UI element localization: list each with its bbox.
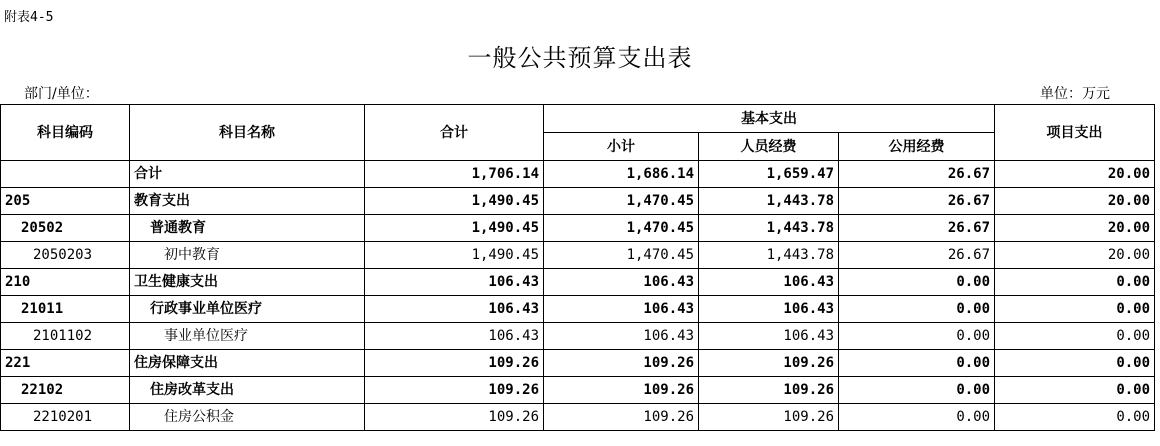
cell-personnel: 1,659.47 [699, 161, 839, 188]
annex-label: 附表4-5 [4, 10, 54, 25]
table-header [1, 105, 1155, 161]
cell-total: 109.26 [365, 350, 544, 377]
header-total: 合计 [365, 105, 544, 161]
table-row [1, 404, 1155, 431]
cell-subtotal: 106.43 [544, 269, 699, 296]
cell-subtotal: 109.26 [544, 350, 699, 377]
cell-project: 0.00 [995, 269, 1155, 296]
cell-project: 0.00 [995, 323, 1155, 350]
table-row [1, 296, 1155, 323]
table-row [1, 377, 1155, 404]
cell-total: 109.26 [365, 404, 544, 431]
cell-public: 0.00 [839, 269, 995, 296]
cell-subtotal: 109.26 [544, 377, 699, 404]
cell-project: 0.00 [995, 377, 1155, 404]
header-basic: 基本支出 [544, 105, 995, 133]
cell-total: 1,490.45 [365, 188, 544, 215]
cell-code: 221 [1, 350, 130, 377]
cell-project: 20.00 [995, 161, 1155, 188]
cell-subtotal: 1,686.14 [544, 161, 699, 188]
cell-total: 109.26 [365, 377, 544, 404]
cell-subtotal: 1,470.45 [544, 215, 699, 242]
table-row [1, 242, 1155, 269]
cell-public: 26.67 [839, 242, 995, 269]
cell-personnel: 106.43 [699, 323, 839, 350]
table-body [1, 161, 1155, 431]
cell-subtotal: 1,470.45 [544, 242, 699, 269]
cell-personnel: 1,443.78 [699, 188, 839, 215]
cell-personnel: 1,443.78 [699, 215, 839, 242]
header-name: 科目名称 [130, 105, 365, 161]
cell-total: 106.43 [365, 323, 544, 350]
cell-personnel: 1,443.78 [699, 242, 839, 269]
unit-label: 单位：万元 [1040, 86, 1110, 102]
expenditure-table [0, 104, 1155, 431]
cell-total: 106.43 [365, 296, 544, 323]
cell-name: 卫生健康支出 [130, 269, 365, 296]
cell-personnel: 109.26 [699, 377, 839, 404]
cell-total: 106.43 [365, 269, 544, 296]
cell-subtotal: 106.43 [544, 323, 699, 350]
cell-code: 22102 [1, 377, 130, 404]
cell-total: 1,706.14 [365, 161, 544, 188]
cell-code: 210 [1, 269, 130, 296]
cell-code: 2050203 [1, 242, 130, 269]
header-public: 公用经费 [839, 133, 995, 161]
cell-name: 住房公积金 [130, 404, 365, 431]
cell-code: 205 [1, 188, 130, 215]
cell-subtotal: 1,470.45 [544, 188, 699, 215]
cell-name: 行政事业单位医疗 [130, 296, 365, 323]
cell-personnel: 109.26 [699, 404, 839, 431]
table-row [1, 161, 1155, 188]
table-row [1, 215, 1155, 242]
cell-personnel: 106.43 [699, 269, 839, 296]
table-row [1, 269, 1155, 296]
cell-personnel: 106.43 [699, 296, 839, 323]
cell-name: 住房改革支出 [130, 377, 365, 404]
cell-public: 26.67 [839, 215, 995, 242]
cell-name: 事业单位医疗 [130, 323, 365, 350]
header-code: 科目编码 [1, 105, 130, 161]
cell-name: 教育支出 [130, 188, 365, 215]
cell-public: 0.00 [839, 296, 995, 323]
table-row [1, 350, 1155, 377]
header-personnel: 人员经费 [699, 133, 839, 161]
cell-public: 0.00 [839, 377, 995, 404]
cell-personnel: 109.26 [699, 350, 839, 377]
cell-public: 0.00 [839, 404, 995, 431]
cell-project: 20.00 [995, 242, 1155, 269]
cell-code: 21011 [1, 296, 130, 323]
cell-name: 初中教育 [130, 242, 365, 269]
cell-name: 住房保障支出 [130, 350, 365, 377]
dept-label: 部门/单位： [24, 86, 99, 102]
cell-code [1, 161, 130, 188]
cell-project: 20.00 [995, 188, 1155, 215]
cell-public: 26.67 [839, 161, 995, 188]
cell-name: 合计 [130, 161, 365, 188]
cell-public: 0.00 [839, 323, 995, 350]
table-row [1, 323, 1155, 350]
cell-subtotal: 106.43 [544, 296, 699, 323]
cell-project: 0.00 [995, 350, 1155, 377]
header-project: 项目支出 [995, 105, 1155, 161]
cell-subtotal: 109.26 [544, 404, 699, 431]
cell-code: 20502 [1, 215, 130, 242]
cell-public: 26.67 [839, 188, 995, 215]
cell-code: 2210201 [1, 404, 130, 431]
cell-project: 0.00 [995, 296, 1155, 323]
page-title: 一般公共预算支出表 [467, 44, 693, 72]
cell-project: 0.00 [995, 404, 1155, 431]
cell-project: 20.00 [995, 215, 1155, 242]
cell-total: 1,490.45 [365, 215, 544, 242]
cell-code: 2101102 [1, 323, 130, 350]
table-row [1, 188, 1155, 215]
header-subtotal: 小计 [544, 133, 699, 161]
cell-total: 1,490.45 [365, 242, 544, 269]
cell-name: 普通教育 [130, 215, 365, 242]
cell-public: 0.00 [839, 350, 995, 377]
